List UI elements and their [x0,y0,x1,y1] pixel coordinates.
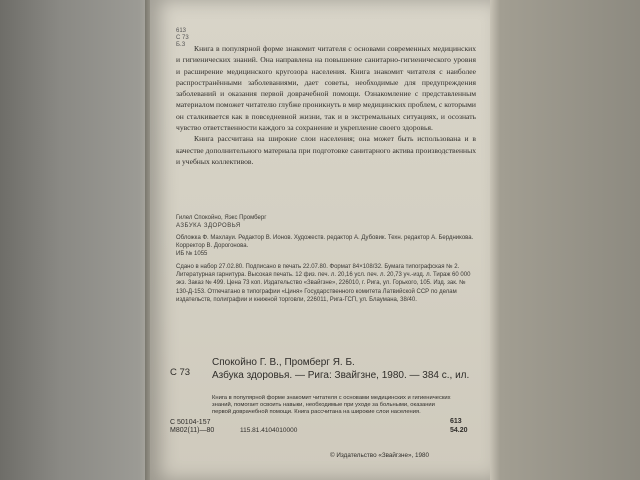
annotation [176,43,476,167]
imprint: Сдано в набор 27.02.80. Подписано в печать 22.07.80. Формат 84×108/32. Бумага типографская № 2. Литературная гарнитура. Высокая печать. 12 физ. печ. л. 20,16 усл. печ. л. 20,73 уч.-изд. л. Тираж 60 000 экз. Заказ № 499. Цена 73 коп. Издательство «Звайгзне», 226010, г. Рига, ул. Горького, 105. Изд. зак. № 130-Д-153. Отпечатано в типографии «Циня» Государственного комитета Латвийской ССР по делам издательств, полиграфии и книжной торговли, 226011, Рига-ГСП, ул. Блаумана, 38/40. [176,264,471,303]
catalog-right-1: 613 [450,418,462,425]
copyright: © Издательство «Звайгзне», 1980 [330,452,430,459]
catalog-code: С 73 [170,367,191,378]
catalog-annotation: Книга в популярной форме знакомит читателя с основами медицинских и гигиенических знаний, помогает освоить навыки, необходимые при уходе за больными, оказании первой доврачебной помощи. Книга рассчитана на широкие слои населения. [212,395,451,415]
izd-number: ИБ № 1055 [176,251,208,257]
book-page [150,0,490,480]
annotation-paragraph-1: Книга в популярной форме знакомит читателя с основами современных медицинских и гигиенических знаний. Она направлена на повышение санитарно-гигиенического уровня и расширение медицинского кругозора населения. Книга знакомит читателя с наиболее распространёнными заболеваниями, дает советы, необходимые для предупреждения заболеваний и оказания первой доврачебной помощи. Ознакомление с представленным материалом поможет читателю глубже проникнуть в мир медицинских проблем, с которыми он сталкивается как в повседневной жизни, так и в экстремальных ситуациях, и осознать чувство ответственности каждого за сохранение и укрепление своего здоровья. [176,44,476,133]
credits-staff: Обложка Ф. Махлауи. Редактор В. Ионов. Художеств. редактор А. Дубовик. Техн. редактор А. Бердникова. Корректор В. Дорогонова. [176,235,474,250]
catalog-header: Спокойно Г. В., Промберг Я. Б. Азбука здоровья. — Рига: Звайгзне, 1980. — 384 с., ил. [212,357,470,381]
udc-code: 613 С 73 Б.З [176,28,189,48]
catalog-c-num: М802(11)—80 [170,427,215,434]
annotation-paragraph-2: Книга рассчитана на широкие слои населения; она может быть использована и в качестве дополнительного материала при подготовке санитарного актива производственных и учебных коллективов. [176,134,476,166]
catalog-c-code: С 50104-157 [170,419,211,426]
credits-authors: Гилел Спокойно, Яэкс Промберг [176,215,267,221]
catalog-c-nums: 115.81.4104010000 [240,427,298,434]
catalog-right-2: 54.20 [450,427,468,434]
credits-title: АЗБУКА ЗДОРОВЬЯ [176,223,241,229]
